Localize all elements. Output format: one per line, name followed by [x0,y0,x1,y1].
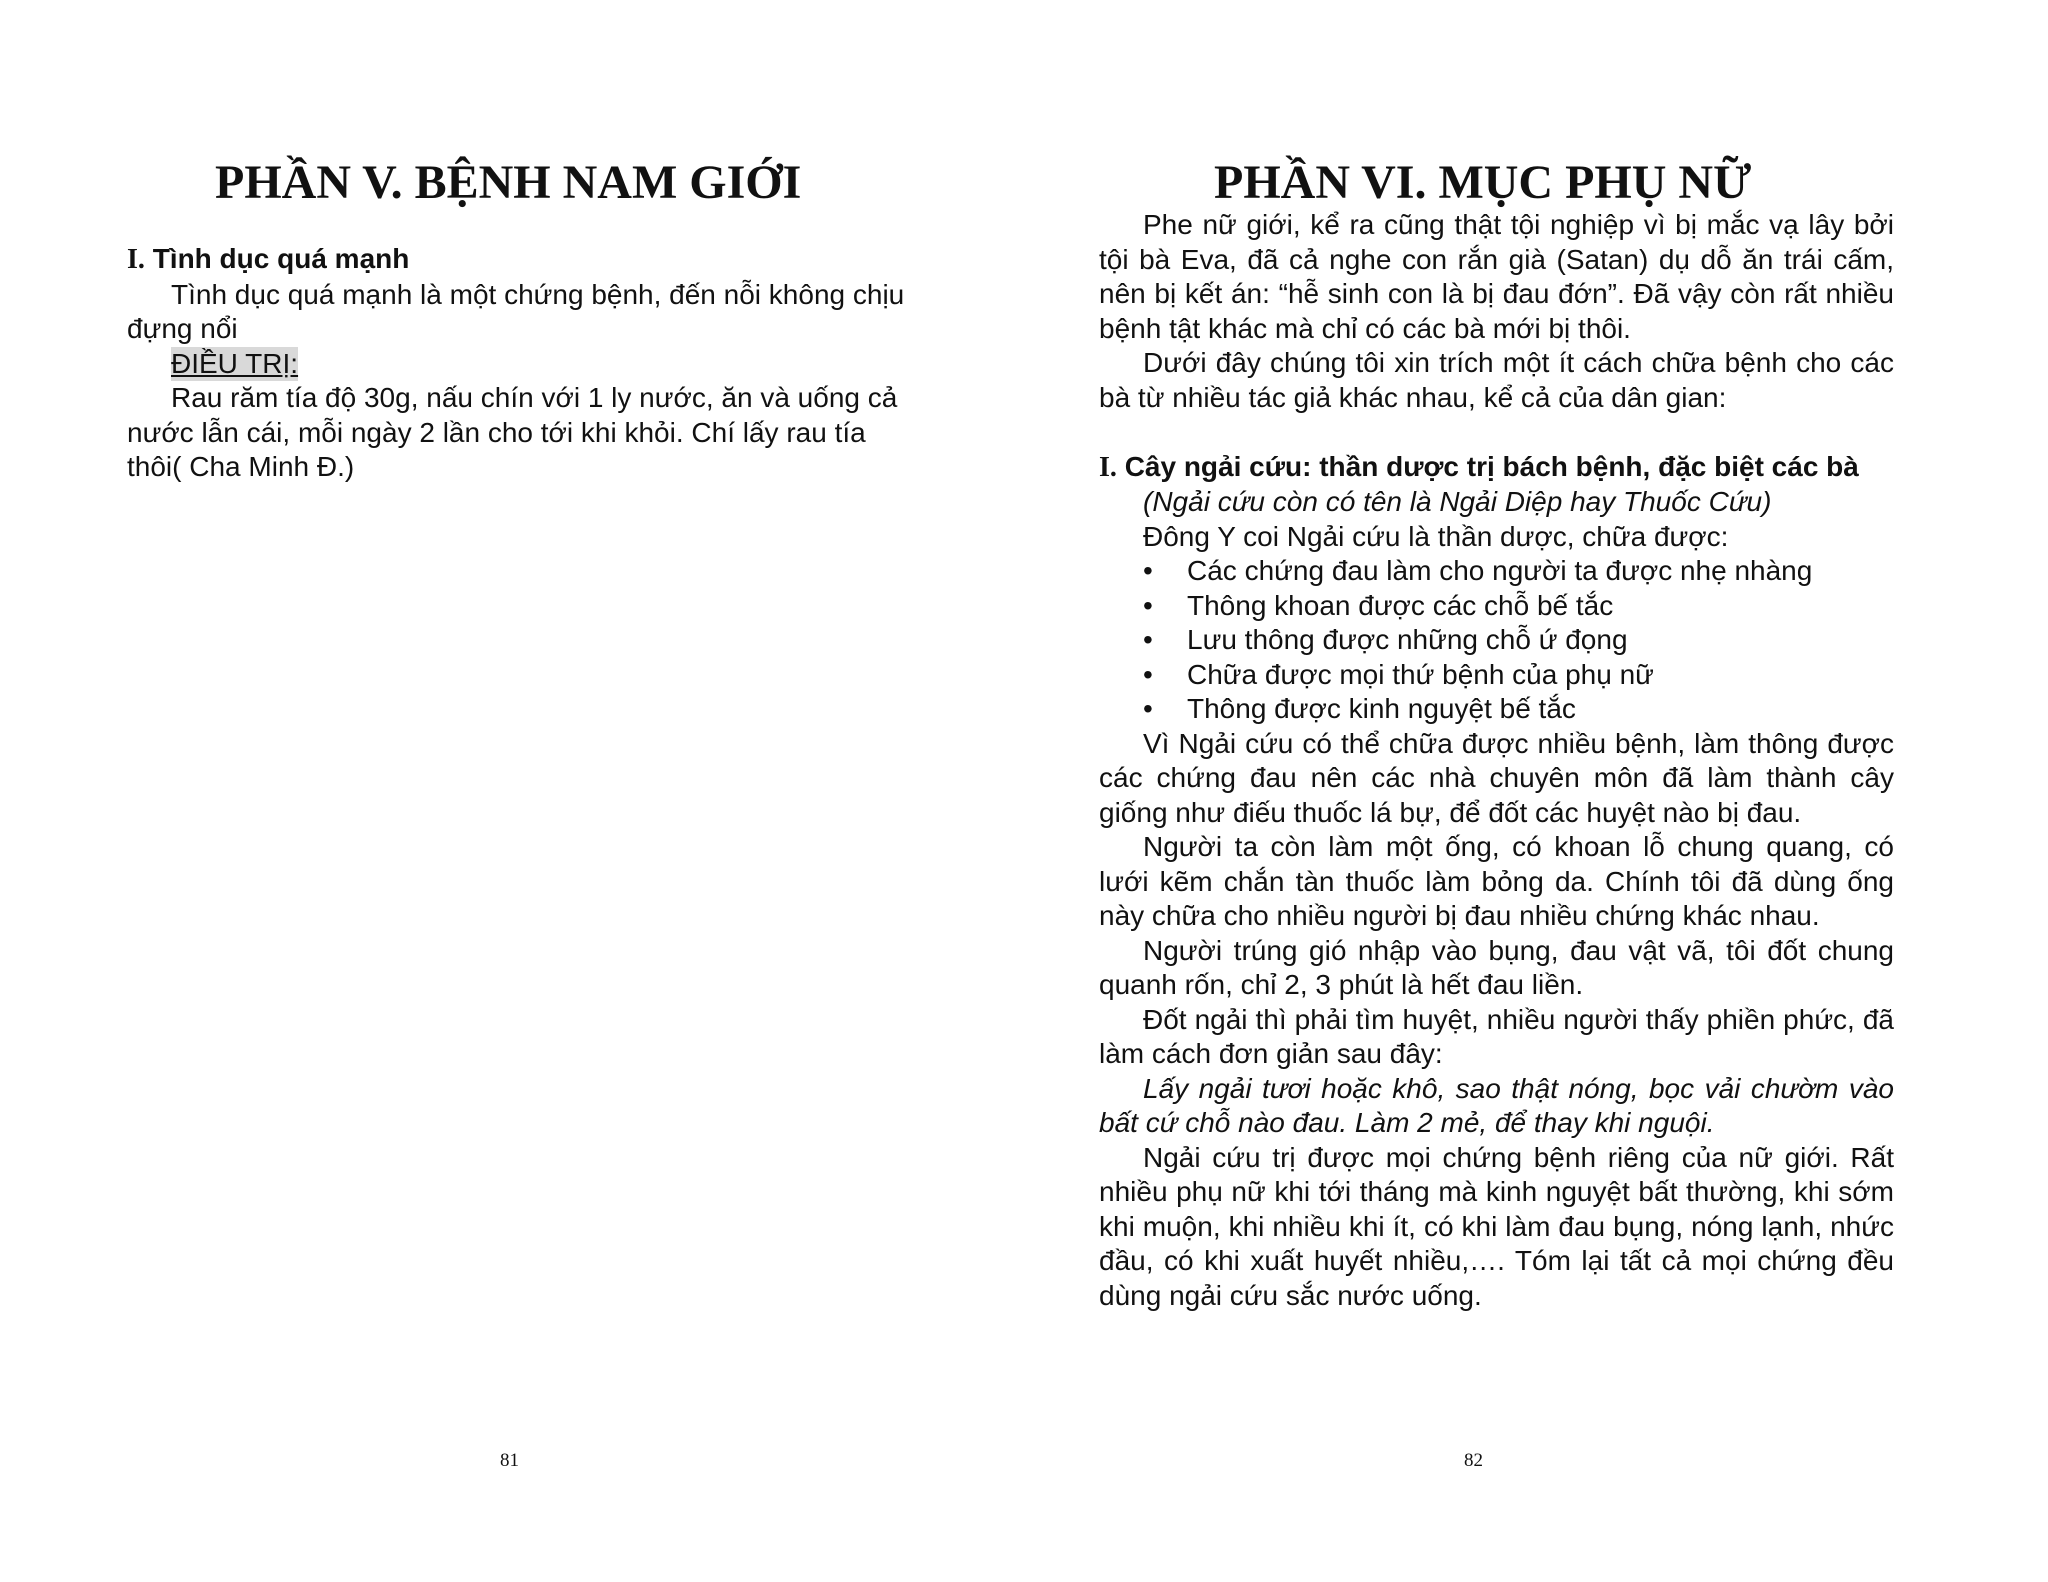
paragraph-spacer [1099,415,1894,450]
right-paragraph-6: Đốt ngải thì phải tìm huyệt, nhiều người thấy phiền phức, đã làm cách đơn giản sau đây: [1099,1003,1894,1069]
right-paragraph-5: Người trúng gió nhập vào bụng, đau vật vã, tôi đốt chung quanh rốn, chỉ 2, 3 phút là hết đau liền. [1099,934,1894,1000]
benefits-list [1099,554,1894,727]
list-item [1099,658,1894,693]
bullet-icon: • [1143,624,1153,655]
treatment-paragraph: Rau răm tía độ 30g, nấu chín với 1 ly nước, ăn và uống cả nước lẫn cái, mỗi ngày 2 lần cho tới khi khỏi. Chí lấy rau tía thôi( Cha Minh Đ.) [127,382,898,482]
right-paragraph-8: Ngải cứu trị được mọi chứng bệnh riêng của nữ giới. Rất nhiều phụ nữ khi tới tháng mà kinh nguyệt bất thường, khi sớm khi muộn, khi nhiều khi ít, có khi làm đau bụng, nóng lạnh, nhức đầu, có khi xuất huyết nhiều,…. Tóm lại tất cả mọi chứng đều dùng ngải cứu sắc nước uống. [1099,1141,1894,1311]
treatment-label-row [127,347,907,382]
lead-line: Đông Y coi Ngải cứu là thần dược, chữa được: [1143,520,1729,552]
page-number-right: 82 [1464,1450,1483,1471]
list-item-text: Chữa được mọi thứ bệnh của phụ nữ [1187,658,1654,690]
bullet-icon: • [1143,555,1153,586]
bullet-icon: • [1143,589,1153,621]
list-item-text: Lưu thông được những chỗ ứ đọng [1187,624,1628,655]
list-item [1099,623,1894,658]
right-section-heading [1099,450,1894,486]
treatment-label: ĐIỀU TRỊ: [171,347,298,382]
left-page-content [127,242,907,485]
list-item [1099,589,1894,624]
right-section-number: I. [1099,451,1117,483]
right-section-title: Cây ngải cứu: thần dược trị bách bệnh, đặc biệt các bà [1124,450,1859,482]
left-section-number: I. [127,244,145,275]
right-paragraph-3: Vì Ngải cứu có thể chữa được nhiều bệnh, làm thông được các chứng đau nên các nhà chuyên môn đã làm thành cây giống như điếu thuốc lá bự, để đốt các huyệt nào bị đau. [1099,727,1894,828]
right-page-content [1099,208,1894,1313]
right-paragraph-7-italic: Lấy ngải tươi hoặc khô, sao thật nóng, bọc vải chườm vào bất cứ chỗ nào đau. Làm 2 mẻ, để thay khi nguội. [1099,1072,1894,1138]
left-page-title: PHẦN V. BỆNH NAM GIỚI [215,156,802,209]
bullet-icon: • [1143,658,1153,690]
right-page-title: PHẦN VI. MỤC PHỤ NỮ [1214,156,1752,209]
list-item-text: Các chứng đau làm cho người ta được nhẹ nhàng [1187,555,1813,586]
right-paragraph-2: Dưới đây chúng tôi xin trích một ít cách chữa bệnh cho các bà từ nhiều tác giả khác nhau, kể cả của dân gian: [1099,347,1894,413]
left-section-title: Tình dục quá mạnh [152,243,410,274]
aka-note: (Ngải cứu còn có tên là Ngải Diệp hay Thuốc Cứu) [1143,486,1772,517]
right-paragraph-4: Người ta còn làm một ống, có khoan lỗ chung quang, có lưới kẽm chắn tàn thuốc làm bỏng da. Chính tôi đã dùng ống này chữa cho nhiều người bị đau nhiều chứng khác nhau. [1099,831,1894,931]
list-item [1099,554,1894,589]
list-item-text: Thông khoan được các chỗ bế tắc [1187,589,1614,621]
right-paragraph-1: Phe nữ giới, kể ra cũng thật tội nghiệp vì bị mắc vạ lây bởi tội bà Eva, đã cả nghe con rắn già (Satan) dụ dỗ ăn trái cấm, nên bị kết án: “hễ sinh con là bị đau đớn”. Đã vậy còn rất nhiều bệnh tật khác mà chỉ có các bà mới bị thôi. [1099,209,1894,344]
right-page [1024,0,2048,1582]
page-number-left: 81 [500,1450,519,1471]
list-item-text: Thông được kinh nguyệt bế tắc [1187,693,1576,724]
bullet-icon: • [1143,693,1153,724]
left-intro-paragraph: Tình dục quá mạnh là một chứng bệnh, đến nỗi không chịu đựng nổi [127,278,905,344]
list-item [1099,692,1894,727]
left-section-heading [127,242,907,278]
